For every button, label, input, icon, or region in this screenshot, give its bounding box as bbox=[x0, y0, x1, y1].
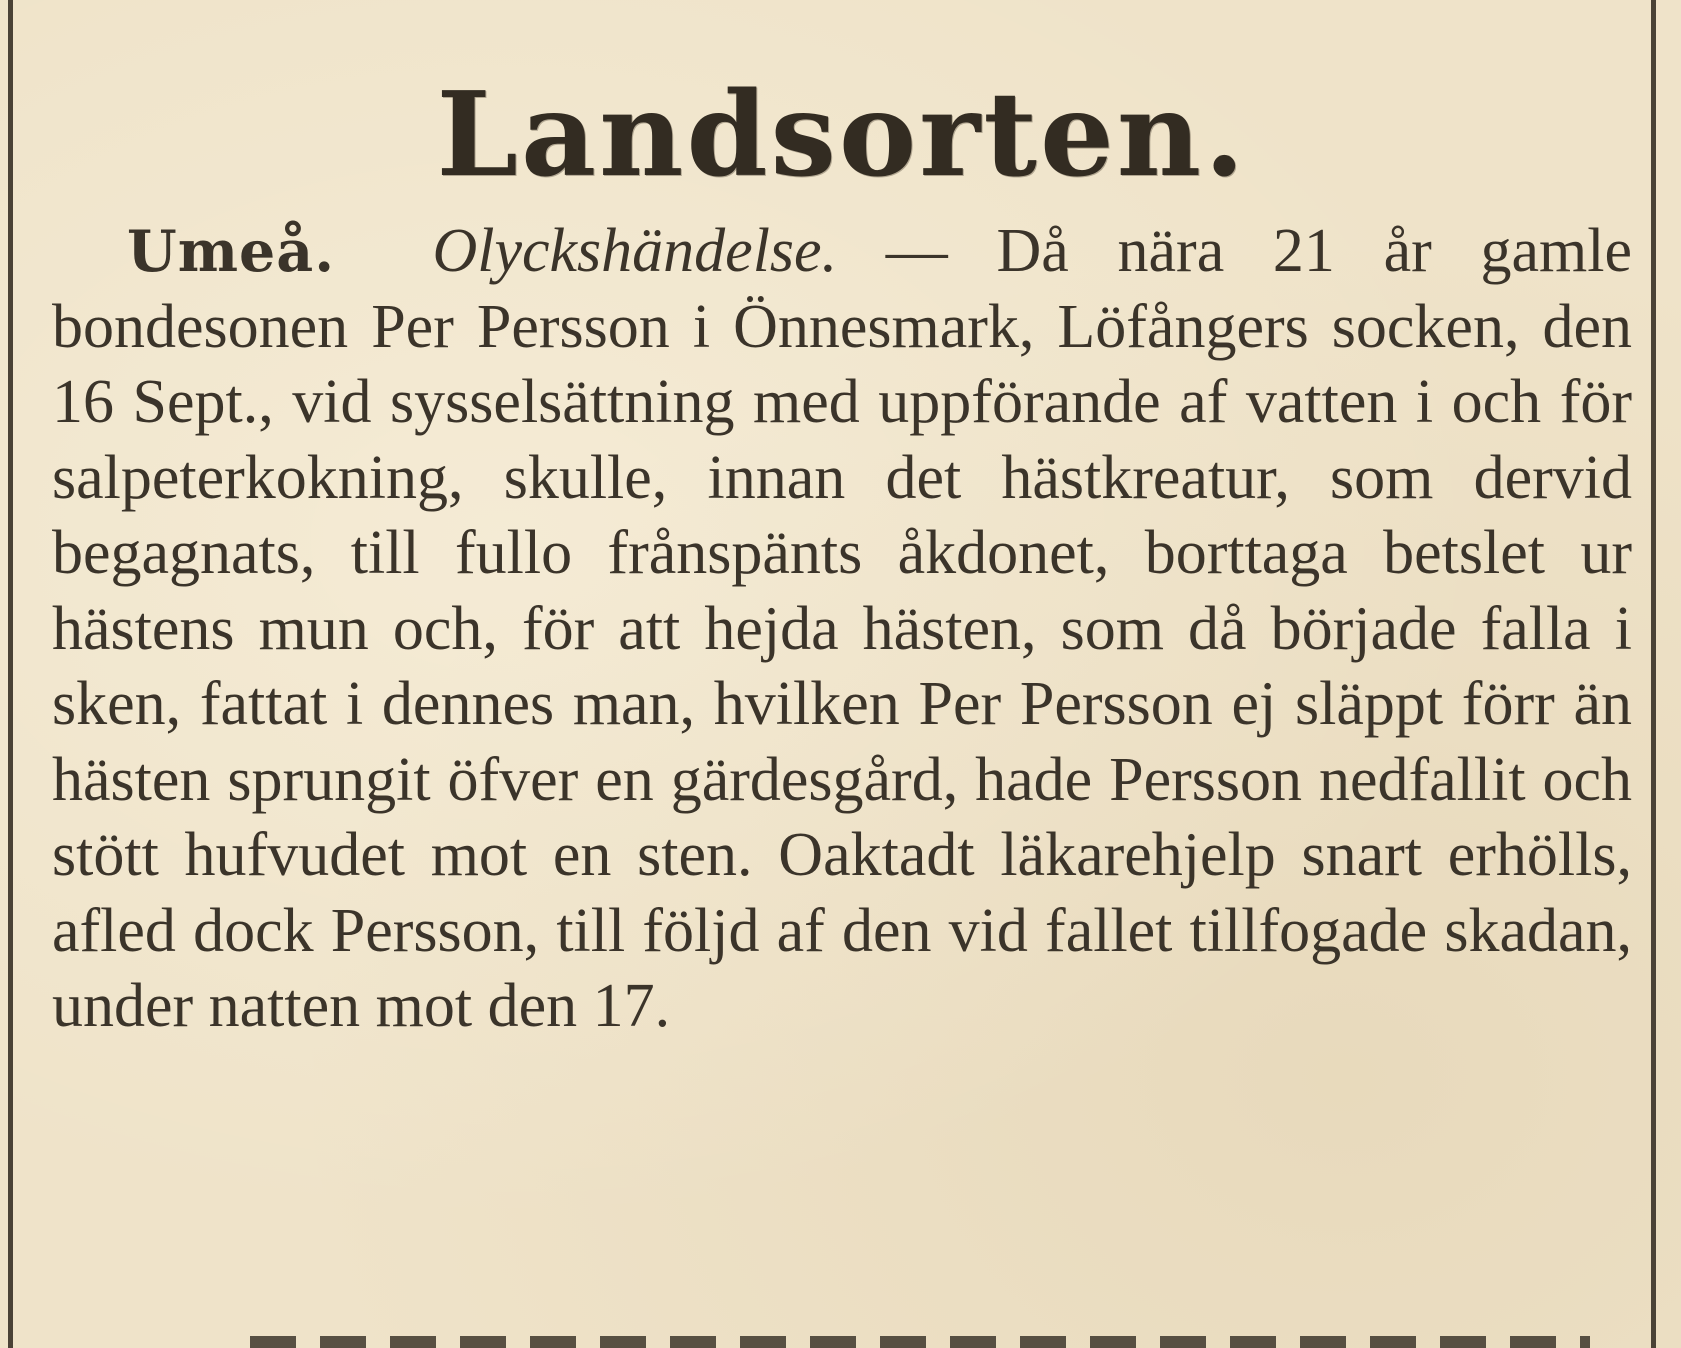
article-paragraph bbox=[52, 214, 1632, 1045]
article-column bbox=[52, 60, 1632, 1045]
article-dash: — bbox=[837, 217, 997, 285]
next-article-fragment bbox=[250, 1336, 1590, 1348]
column-rule-left bbox=[8, 0, 13, 1348]
article-topic: Olyckshändelse. bbox=[432, 217, 838, 285]
article-place: Umeå. bbox=[127, 218, 336, 285]
article-body: Då nära 21 år gamle bondesonen Per Persson i Önnesmark, Löfångers socken, den 16 Sept., vid sysselsättning med uppförande af vatten i och för salpeterkokning, skulle, innan det hästkreatur, som dervid begagnats, till fullo frånspänts åkdonet, borttaga betslet ur hästens mun och, för att hejda hästen, som då började falla i sken, fattat i dennes man, hvilken Per Persson ej släppt förr än hästen sprungit öfver en gärdesgård, hade Persson nedfallit och stött hufvudet mot en sten. Oaktadt läkarehjelp snart erhölls, afled dock Persson, till följd af den vid fallet tillfogade skadan, under natten mot den 17. bbox=[52, 217, 1633, 1040]
section-headline: Landsorten. bbox=[436, 67, 1248, 203]
column-rule-right bbox=[1651, 0, 1656, 1348]
